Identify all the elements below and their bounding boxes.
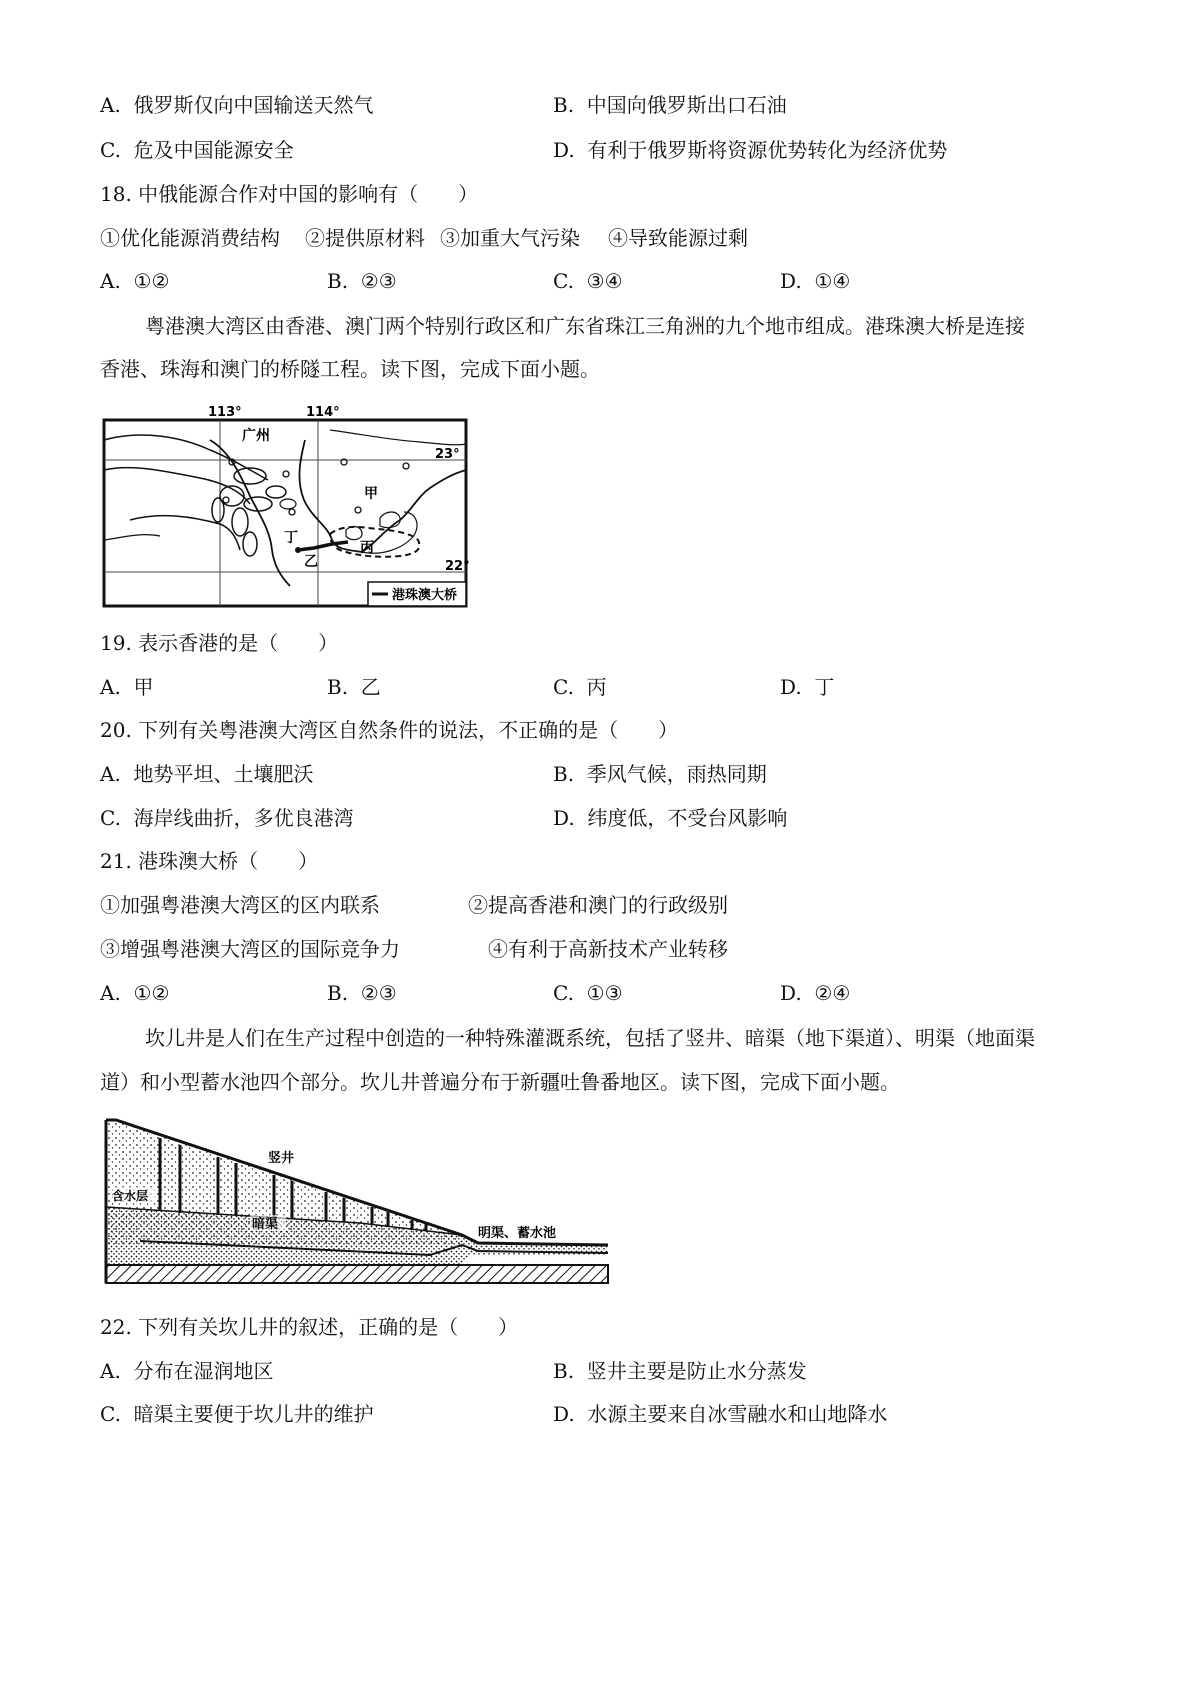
q22-option-b: B. 竖井主要是防止水分蒸发 xyxy=(553,1359,807,1383)
passage2-line2: 道）和小型蓄水池四个部分。坎儿井普遍分布于新疆吐鲁番地区。读下图，完成下面小题。 xyxy=(100,1070,900,1094)
q18-option-c: C. ③④ xyxy=(553,269,623,293)
q21-item-1: ①加强粤港澳大湾区的区内联系 xyxy=(100,893,380,917)
q21-item-3: ③增强粤港澳大湾区的国际竞争力 xyxy=(100,937,400,961)
q18-item-4: ④导致能源过剩 xyxy=(608,226,748,250)
karez-outlet-label: 明渠、蓄水池 xyxy=(478,1226,557,1241)
map-lon-113-label: 113° xyxy=(208,405,242,420)
pearl-river-delta-map xyxy=(100,400,472,612)
q21-option-a: A. ①② xyxy=(100,981,170,1005)
q22-option-d: D. 水源主要来自冰雪融水和山地降水 xyxy=(553,1402,888,1426)
q18-stem: 18. 中俄能源合作对中国的影响有（ ） xyxy=(100,182,479,206)
q18-item-2: ②提供原材料 xyxy=(305,226,425,250)
q20-stem: 20. 下列有关粤港澳大湾区自然条件的说法，不正确的是（ ） xyxy=(100,718,679,742)
q17-option-b: B. 中国向俄罗斯出口石油 xyxy=(553,93,787,117)
q21-option-b: B. ②③ xyxy=(327,981,397,1005)
passage1-line1: 粤港澳大湾区由香港、澳门两个特别行政区和广东省珠江三角洲的九个地市组成。港珠澳大桥是连接 xyxy=(145,314,1025,338)
karez-diagram xyxy=(100,1115,615,1290)
q22-option-a: A. 分布在湿润地区 xyxy=(100,1359,274,1383)
q18-option-d: D. ①④ xyxy=(780,269,851,293)
q17-option-c: C. 危及中国能源安全 xyxy=(100,138,294,162)
q18-item-3: ③加重大气污染 xyxy=(440,226,580,250)
q19-option-a: A. 甲 xyxy=(100,675,154,699)
passage1-line2: 香港、珠海和澳门的桥隧工程。读下图，完成下面小题。 xyxy=(100,357,600,381)
karez-shaft-label: 竖井 xyxy=(268,1151,295,1166)
q18-option-a: A. ①② xyxy=(100,269,170,293)
map-guangzhou-label: 广州 xyxy=(242,428,270,444)
q17-option-d: D. 有利于俄罗斯将资源优势转化为经济优势 xyxy=(553,138,948,162)
q18-item-1: ①优化能源消费结构 xyxy=(100,226,280,250)
q20-option-c: C. 海岸线曲折，多优良港湾 xyxy=(100,806,354,830)
q21-stem: 21. 港珠澳大桥（ ） xyxy=(100,849,319,873)
q21-item-4: ④有利于高新技术产业转移 xyxy=(488,937,728,961)
q19-option-b: B. 乙 xyxy=(327,675,381,699)
karez-aquifer-label: 含水层 xyxy=(112,1189,149,1203)
karez-tunnel-label: 暗渠 xyxy=(252,1217,279,1232)
q18-option-b: B. ②③ xyxy=(327,269,397,293)
map-lon-114-label: 114° xyxy=(306,405,340,420)
passage2-line1: 坎儿井是人们在生产过程中创造的一种特殊灌溉系统，包括了竖井、暗渠（地下渠道）、明渠（地面渠 xyxy=(145,1026,1035,1050)
q19-option-d: D. 丁 xyxy=(780,675,835,699)
q21-option-d: D. ②④ xyxy=(780,981,851,1005)
q21-item-2: ②提高香港和澳门的行政级别 xyxy=(468,893,728,917)
q20-option-a: A. 地势平坦、土壤肥沃 xyxy=(100,762,314,786)
map-jia-label: 甲 xyxy=(364,486,378,502)
q19-option-c: C. 丙 xyxy=(553,675,607,699)
map-lat-22-label: 22° xyxy=(445,559,470,574)
map-bing-label: 丙 xyxy=(360,540,374,556)
q22-stem: 22. 下列有关坎儿井的叙述，正确的是（ ） xyxy=(100,1315,519,1339)
map-lat-23-label: 23° xyxy=(435,447,460,462)
q20-option-d: D. 纬度低，不受台风影响 xyxy=(553,806,788,830)
q21-option-c: C. ①③ xyxy=(553,981,623,1005)
q17-option-a: A. 俄罗斯仅向中国输送天然气 xyxy=(100,93,374,117)
map-legend-label: 港珠澳大桥 xyxy=(392,588,458,603)
q19-stem: 19. 表示香港的是（ ） xyxy=(100,631,339,655)
q22-option-c: C. 暗渠主要便于坎儿井的维护 xyxy=(100,1402,374,1426)
map-ding-label: 丁 xyxy=(284,530,298,546)
q20-option-b: B. 季风气候，雨热同期 xyxy=(553,762,767,786)
map-yi-label: 乙 xyxy=(304,554,318,570)
